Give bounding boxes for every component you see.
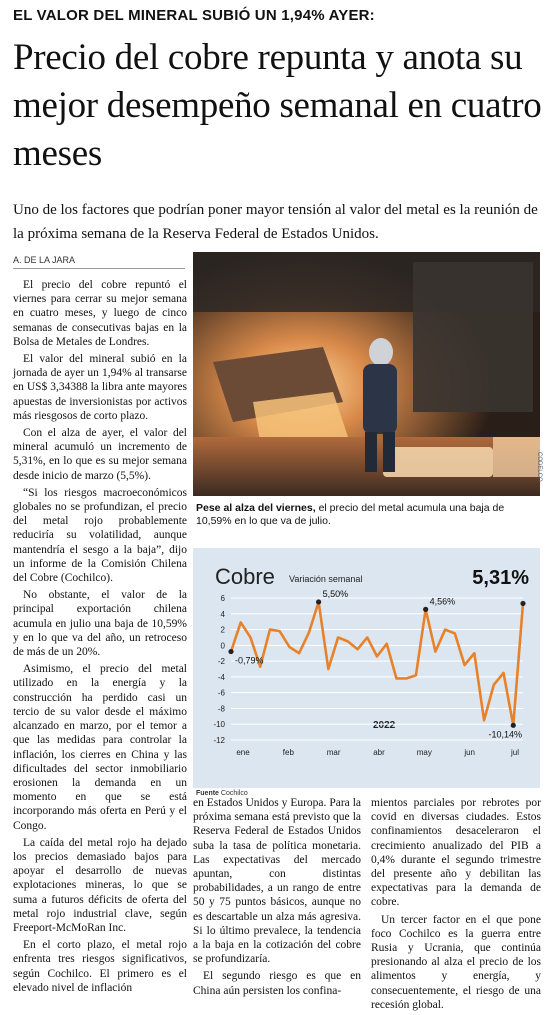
y-tick-label: -12: [213, 736, 225, 745]
x-month-label: mar: [326, 748, 341, 757]
caption-text: el precio del metal acumula una baja de 10,59% en lo que va de julio.: [196, 502, 505, 527]
source-text: Cochilco: [220, 790, 248, 797]
paragraph: El valor del mineral subió en la jornada de ayer un 1,94% al transarse en US$ 3,34388 la libra ante mayores apuestas de inversionistas por activos más riesgosos de corto plazo.: [13, 353, 187, 422]
chart-canvas: [193, 548, 540, 788]
y-tick-label: -4: [217, 672, 225, 682]
article-column-3: [371, 796, 541, 1015]
chart-subtitle: Variación semanal: [289, 574, 363, 584]
x-month-label: jun: [464, 748, 476, 757]
data-label: -0,79%: [235, 655, 264, 666]
y-tick-label: -2: [217, 657, 225, 667]
paragraph: El segundo riesgo es que en China aún persisten los confina-: [193, 970, 361, 997]
photo-credit: CODELCO: [536, 452, 542, 482]
x-month-label: jul: [510, 748, 520, 757]
caption-lead: Pese al alza del viernes,: [196, 502, 316, 514]
chart-highlight-value: 5,31%: [472, 567, 529, 589]
headline: Precio del cobre repunta y anota su mejor desempeño semanal en cuatro meses: [13, 37, 542, 174]
data-point-marker: [423, 607, 428, 612]
deck: Uno de los factores que podrían poner mayor tensión al valor del metal es la reunión de la próxima semana de la Reserva Federal de Estados Unidos.: [13, 202, 538, 242]
x-month-label: ene: [236, 748, 250, 757]
paragraph: Con el alza de ayer, el valor del mineral acumuló un incremento de 5,31%, en lo que es su mejor semana desde inicio de marzo (5,5%).: [13, 427, 187, 482]
data-point-marker: [228, 649, 233, 654]
paragraph: No obstante, el valor de la principal exportación chilena acumula en julio una baja de 10,59% y en lo que va del año, un retroceso de más de un 20%.: [13, 589, 187, 659]
chart-year-label: 2022: [373, 720, 396, 731]
y-tick-label: -8: [217, 704, 225, 714]
paragraph: Un tercer factor en el que pone foco Cochilco es la guerra entre Rusia y Ucrania, que continúa presionando al alza el precio de los alimentos y energía, y consecuentemente, el riesgo de una recesión global.: [371, 913, 541, 1011]
y-tick-label: -10: [213, 720, 225, 730]
paragraph: en Estados Unidos y Europa. Para la próxima semana está previsto que la Reserva Federal de Estados Unidos suba la tasa de política monetaria. Las expectativas del mercado apuntan, con distintas probabilidades, a un rango de entre 50 y 75 puntos básicos, aunque no es descartable un alza más agresiva. Si lo último prevalece, la tendencia a la baja en la cotización del cobre se profundizaría.: [193, 797, 361, 966]
paragraph: Asimismo, el precio del metal utilizado en la energía y la construcción ha perdido casi un tercio de su valor desde el máximo alcanzado en marzo, por el temor a que las medidas para controlar la inflación, los cierres en China y las dificultades del sector inmobiliario erosionen la demanda en un momento en que se está incorporando más oferta en Perú y el Congo.: [13, 663, 187, 832]
paragraph: En el corto plazo, el metal rojo enfrenta tres riesgos significativos, según Cochilco. El primero es el elevado nivel de inflación: [13, 939, 187, 994]
y-tick-label: -6: [217, 688, 225, 698]
data-label: 5,50%: [322, 588, 349, 599]
byline: A. DE LA JARA: [13, 255, 76, 265]
data-label: -10,14%: [488, 729, 523, 740]
paragraph: La caída del metal rojo ha dejado los precios demasiado bajos para apoyar el desarrollo de nuevas explotaciones mineras, lo que se suma a futuros déficits de oferta del metal rojo industrial clave, según Freeport-McMoRan Inc.: [13, 836, 187, 934]
article-column-2: [193, 796, 361, 1001]
byline-divider: [13, 268, 185, 269]
data-label: 4,56%: [429, 596, 456, 607]
data-point-marker: [511, 723, 516, 728]
paragraph: “Si los riesgos macroeconómicos globales no se profundizan, el precio del metal rojo probablemente reduciría su volatilidad, aunque mantendría el sesgo a la baja”, dijo un informe de la Comisión Chilena del Cobre (Cochilco).: [13, 486, 187, 585]
y-tick-label: 2: [220, 625, 225, 635]
copper-weekly-change-chart: [193, 548, 540, 788]
y-tick-label: 0: [220, 641, 225, 651]
photo-illustration: [193, 252, 540, 496]
copper-smelter-photo: [193, 252, 540, 496]
photo-caption: [196, 502, 541, 528]
x-month-label: may: [416, 748, 432, 757]
y-tick-label: 4: [220, 609, 225, 619]
article-column-1: [13, 278, 187, 998]
chart-title: Cobre: [215, 564, 275, 589]
data-point-marker: [316, 599, 321, 604]
source-label: Fuente: [196, 790, 219, 797]
x-month-label: abr: [373, 748, 385, 757]
paragraph: mientos parciales por rebrotes por covid en diversas ciudades. Estos confinamientos desaceleraron el crecimiento anualizado del PIB a 0,4% durante el segundo trimestre del presente año y debilitan las expectativas para la demanda de cobre.: [371, 797, 541, 909]
y-tick-label: 6: [220, 594, 225, 603]
paragraph: El precio del cobre repuntó el viernes para cerrar su mejor semana en cuatro meses, y luego de cinco semanas de consecutivas bajas en la Bolsa de Metales de Londres.: [13, 279, 187, 348]
x-month-label: feb: [282, 748, 294, 757]
kicker: EL VALOR DEL MINERAL SUBIÓ UN 1,94% AYER:: [13, 7, 375, 24]
data-point-marker: [520, 601, 525, 606]
